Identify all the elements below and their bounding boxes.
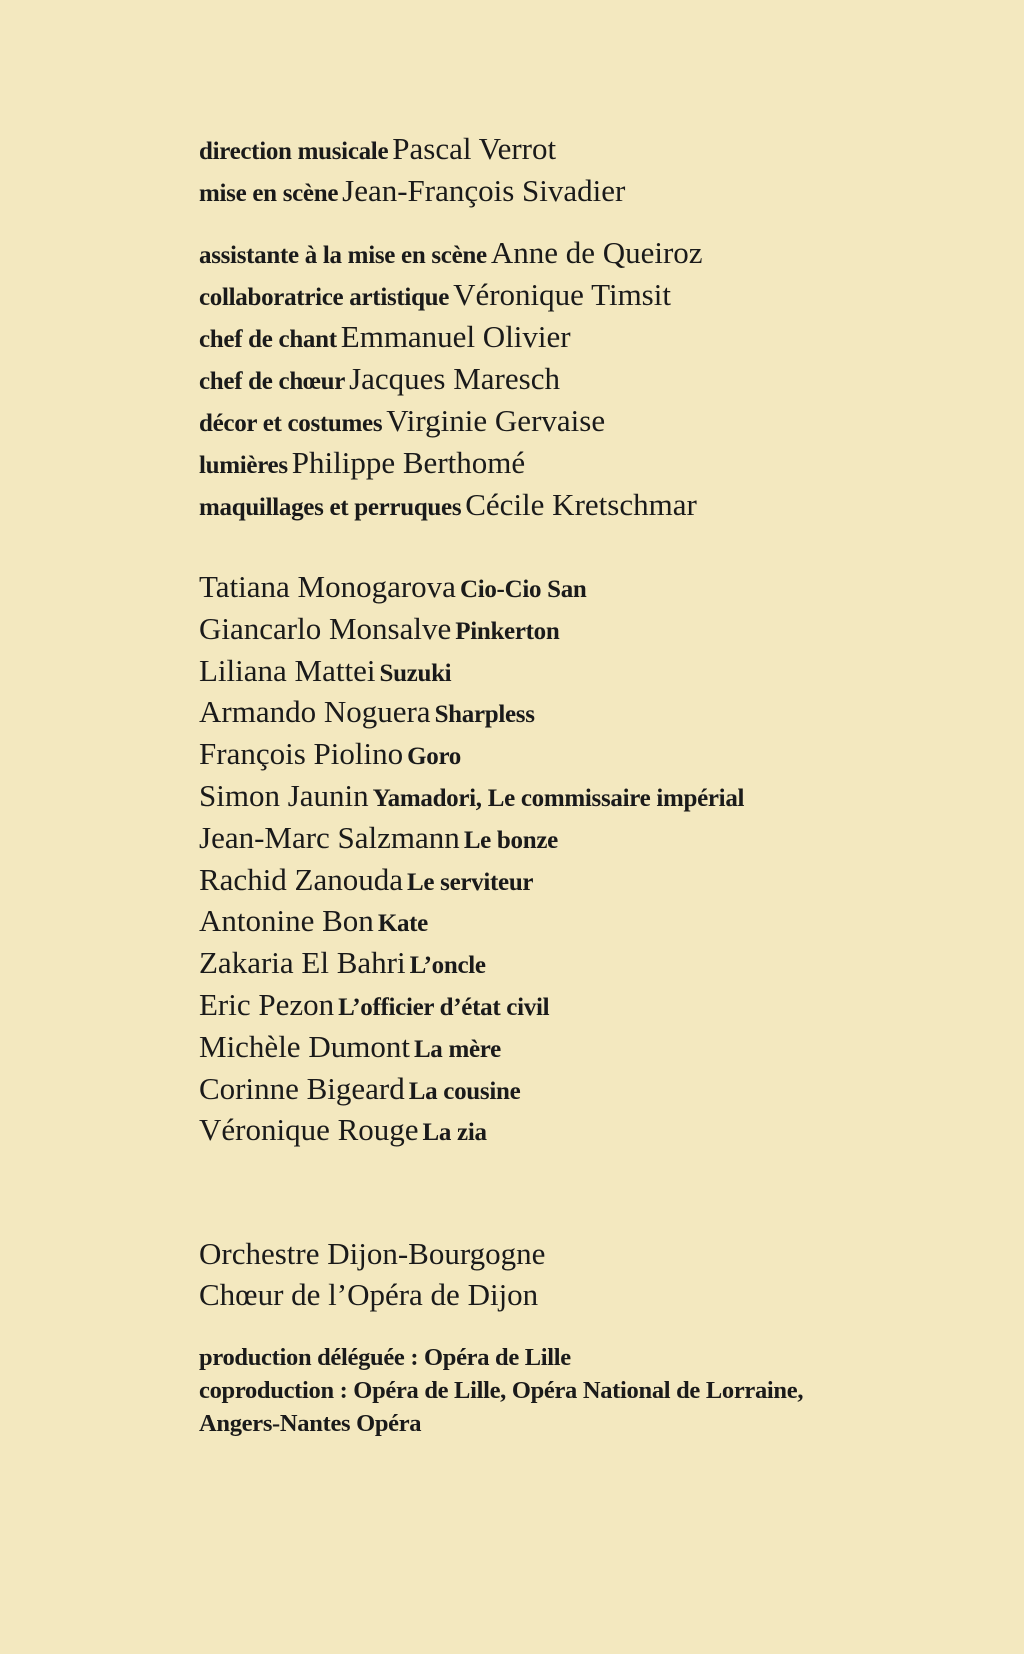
- character-role: Suzuki: [379, 659, 452, 687]
- character-role: Pinkerton: [455, 617, 560, 645]
- singer-name: Jean-Marc Salzmann: [199, 819, 460, 855]
- cast-list: [199, 566, 999, 1151]
- character-role: Kate: [377, 910, 428, 938]
- singer-name: Liliana Mattei: [199, 652, 376, 688]
- crew-line: [199, 274, 999, 316]
- cast-line: [199, 859, 999, 901]
- character-role: Sharpless: [434, 701, 535, 729]
- singer-name: Simon Jaunin: [199, 777, 369, 813]
- cast-line: [199, 650, 999, 692]
- cast-line: [199, 1109, 999, 1151]
- crew-line: [199, 442, 999, 484]
- singer-name: Corinne Bigeard: [199, 1070, 405, 1106]
- crew-role: maquillages et perruques: [199, 494, 462, 521]
- singer-name: Eric Pezon: [199, 986, 335, 1022]
- character-role: Yamadori, Le commissaire impérial: [372, 784, 745, 812]
- crew-line: [199, 128, 999, 170]
- cast-line: [199, 1026, 999, 1068]
- crew-line: [199, 170, 999, 212]
- cast-line: [199, 900, 999, 942]
- character-role: La cousine: [408, 1077, 521, 1105]
- singer-name: Rachid Zanouda: [199, 861, 404, 897]
- singer-name: Zakaria El Bahri: [199, 945, 406, 981]
- crew-line: [199, 232, 999, 274]
- ensembles: [199, 1233, 999, 1315]
- character-role: La zia: [422, 1119, 487, 1147]
- crew-name: Jacques Maresch: [349, 361, 560, 396]
- crew-role: mise en scène: [199, 180, 339, 207]
- choir-name: Chœur de l’Opéra de Dijon: [199, 1277, 539, 1313]
- crew-role: direction musicale: [199, 138, 389, 165]
- coproduction-line: coproduction : Opéra de Lille, Opéra National de Lorraine,: [199, 1377, 804, 1405]
- cast-line: [199, 775, 999, 817]
- singer-name: Tatiana Monogarova: [199, 569, 456, 604]
- orchestra-name: Orchestre Dijon-Bourgogne: [199, 1236, 546, 1272]
- crew-role: lumières: [199, 452, 288, 479]
- credits-page: [199, 128, 999, 1440]
- cast-line: [199, 942, 999, 984]
- crew-line: [199, 400, 999, 442]
- crew-name: Jean-François Sivadier: [342, 173, 626, 208]
- coproduction-line-continued: Angers-Nantes Opéra: [199, 1410, 422, 1438]
- crew-name: Cécile Kretschmar: [465, 487, 697, 522]
- crew-list: [199, 232, 999, 526]
- singer-name: Antonine Bon: [199, 903, 374, 939]
- character-role: Le serviteur: [407, 868, 534, 896]
- character-role: L’oncle: [409, 952, 486, 980]
- crew-name: Virginie Gervaise: [386, 403, 606, 438]
- cast-line: [199, 608, 999, 650]
- singer-name: Véronique Rouge: [199, 1112, 419, 1148]
- cast-line: [199, 817, 999, 859]
- crew-line: [199, 316, 999, 358]
- crew-top-list: [199, 128, 999, 212]
- cast-line: [199, 691, 999, 733]
- crew-role: assistante à la mise en scène: [199, 242, 487, 269]
- singer-name: Armando Noguera: [199, 694, 431, 730]
- crew-name: Véronique Timsit: [453, 277, 671, 312]
- crew-role: décor et costumes: [199, 410, 383, 437]
- production-credits: [199, 1341, 999, 1440]
- crew-line: [199, 358, 999, 400]
- cast-line: [199, 566, 999, 608]
- character-role: Cio-Cio San: [459, 576, 587, 603]
- cast-line: [199, 733, 999, 775]
- crew-role: chef de chœur: [199, 368, 346, 395]
- character-role: La mère: [413, 1035, 501, 1063]
- crew-name: Philippe Berthomé: [291, 445, 526, 480]
- crew-name: Emmanuel Olivier: [340, 319, 571, 354]
- crew-line: [199, 484, 999, 526]
- singer-name: Giancarlo Monsalve: [199, 610, 452, 646]
- singer-name: François Piolino: [199, 736, 404, 772]
- character-role: Goro: [407, 743, 461, 771]
- crew-role: collaboratrice artistique: [199, 284, 450, 311]
- cast-line: [199, 984, 999, 1026]
- singer-name: Michèle Dumont: [199, 1028, 410, 1064]
- crew-role: chef de chant: [199, 326, 337, 353]
- crew-name: Pascal Verrot: [392, 131, 557, 166]
- cast-line: [199, 1068, 999, 1110]
- character-role: Le bonze: [463, 826, 558, 854]
- production-line: production déléguée : Opéra de Lille: [199, 1344, 571, 1372]
- character-role: L’officier d’état civil: [338, 993, 550, 1021]
- crew-name: Anne de Queiroz: [490, 235, 703, 270]
